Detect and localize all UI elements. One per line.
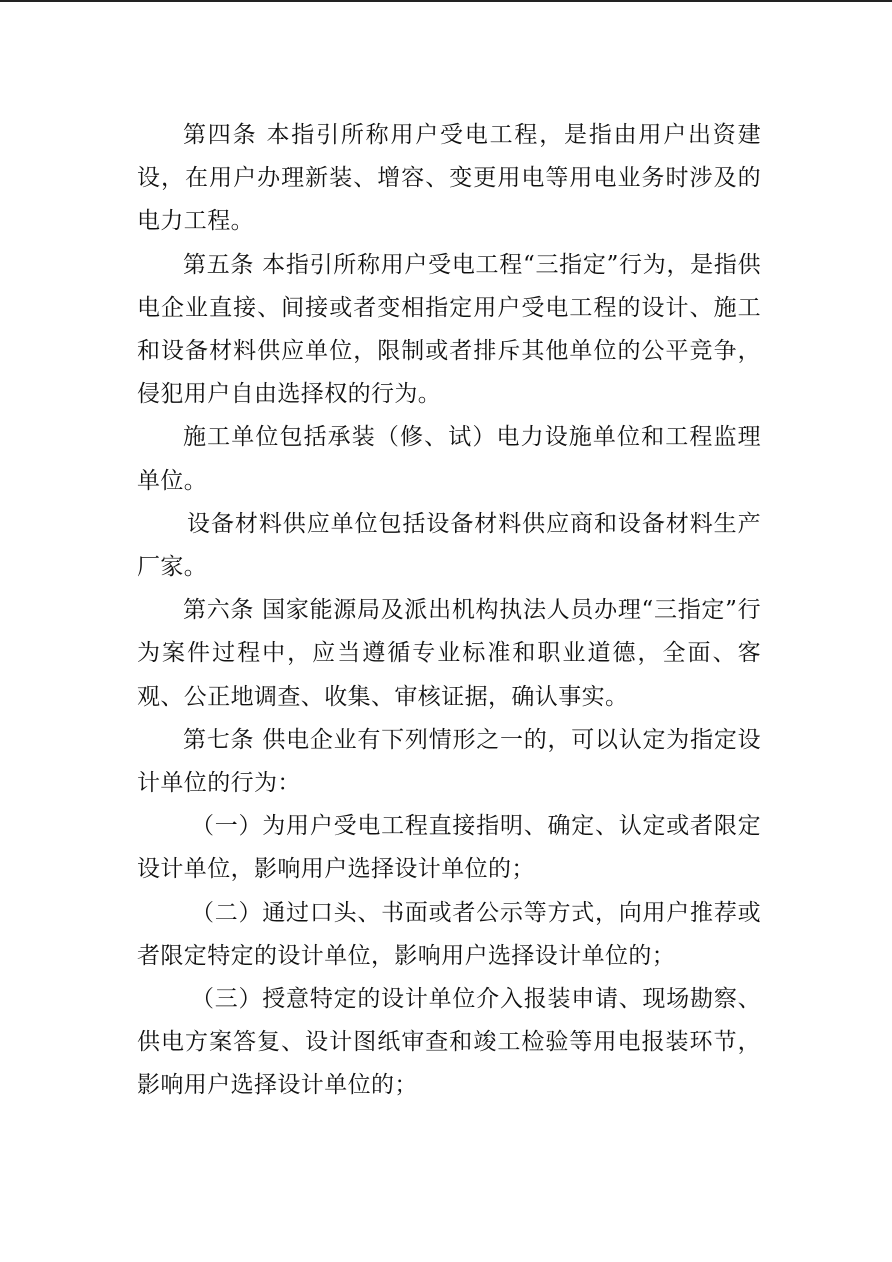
- equipment-supplier-paragraph: 设备材料供应单位包括设备材料供应商和设备材料生产厂家。: [137, 510, 761, 581]
- article-5-paragraph: 第五条 本指引所称用户受电工程“三指定”行为，是指供电企业直接、间接或者变相指定用户受电工程的设计、施工和设备材料供应单位，限制或者排斥其他单位的公平竞争，侵犯用户自由选择权的行为。: [137, 251, 761, 408]
- construction-unit-paragraph: 施工单位包括承装（修、试）电力设施单位和工程监理单位。: [137, 424, 761, 494]
- article-7-item-1: （一）为用户受电工程直接指明、确定、认定或者限定设计单位，影响用户选择设计单位的；: [137, 813, 761, 883]
- article-6-paragraph: 第六条 国家能源局及派出机构执法人员办理“三指定”行为案件过程中，应当遵循专业标准和职业道德，全面、客观、公正地调查、收集、审核证据，确认事实。: [137, 597, 761, 710]
- page-top-border: [0, 0, 892, 2]
- article-7-item-2: （二）通过口头、书面或者公示等方式，向用户推荐或者限定特定的设计单位，影响用户选择设计单位的；: [137, 899, 761, 969]
- article-7-item-3: （三）授意特定的设计单位介入报装申请、现场勘察、供电方案答复、设计图纸审查和竣工检验等用电报装环节，影响用户选择设计单位的；: [137, 986, 761, 1099]
- article-4-paragraph: 第四条 本指引所称用户受电工程，是指由用户出资建设，在用户办理新装、增容、变更用电等用电业务时涉及的电力工程。: [137, 122, 761, 235]
- document-page: [137, 114, 761, 1108]
- article-7-paragraph: 第七条 供电企业有下列情形之一的，可以认定为指定设计单位的行为：: [137, 726, 761, 797]
